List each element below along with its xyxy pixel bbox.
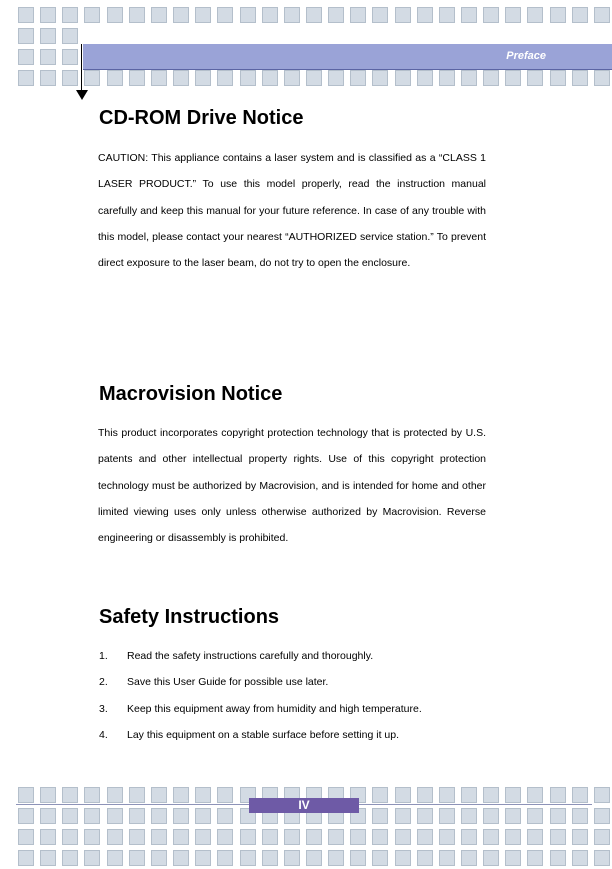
grid-tile <box>417 787 433 803</box>
grid-tile <box>572 7 588 23</box>
grid-tile <box>40 28 56 44</box>
grid-tile <box>550 808 566 824</box>
list-item-number: 1. <box>99 650 108 662</box>
grid-tile <box>129 829 145 845</box>
grid-tile <box>62 787 78 803</box>
grid-tile <box>594 808 610 824</box>
grid-tile <box>262 829 278 845</box>
grid-tile <box>62 70 78 86</box>
grid-tile <box>84 829 100 845</box>
grid-tile <box>151 7 167 23</box>
grid-tile <box>483 829 499 845</box>
grid-tile <box>572 808 588 824</box>
grid-tile <box>195 787 211 803</box>
section-title-macrovision: Macrovision Notice <box>99 383 283 405</box>
grid-tile <box>372 829 388 845</box>
grid-tile <box>284 850 300 866</box>
grid-tile <box>195 808 211 824</box>
grid-tile <box>40 70 56 86</box>
grid-tile <box>505 808 521 824</box>
grid-tile <box>439 829 455 845</box>
grid-tile <box>173 850 189 866</box>
grid-tile <box>550 787 566 803</box>
grid-tile <box>284 829 300 845</box>
grid-tile <box>328 850 344 866</box>
grid-tile <box>439 808 455 824</box>
grid-tile <box>350 7 366 23</box>
grid-tile <box>151 850 167 866</box>
grid-tile <box>107 7 123 23</box>
grid-tile <box>306 7 322 23</box>
grid-tile <box>461 850 477 866</box>
grid-tile <box>505 7 521 23</box>
grid-tile <box>505 787 521 803</box>
grid-tile <box>217 787 233 803</box>
grid-tile <box>417 808 433 824</box>
grid-tile <box>306 829 322 845</box>
grid-tile <box>505 70 521 86</box>
grid-tile <box>151 808 167 824</box>
grid-tile <box>483 850 499 866</box>
grid-tile <box>594 829 610 845</box>
grid-tile <box>505 850 521 866</box>
grid-tile <box>151 787 167 803</box>
grid-tile <box>107 850 123 866</box>
grid-tile <box>372 808 388 824</box>
grid-tile <box>18 829 34 845</box>
grid-tile <box>173 829 189 845</box>
grid-tile <box>107 808 123 824</box>
grid-tile <box>395 829 411 845</box>
list-item-number: 3. <box>99 702 108 715</box>
cdrom-notice-paragraph: CAUTION: This appliance contains a laser system and is classified as a “CLASS 1 LASER PRODUCT.” To use this model properly, read the instruction manual carefully and keep this manual for your future reference. In case of any trouble with this model, please contact your nearest “AUTHORIZED service station.” To prevent direct exposure to the laser beam, do not try to open the enclosure. <box>98 152 486 270</box>
grid-tile <box>62 28 78 44</box>
grid-tile <box>527 787 543 803</box>
grid-tile <box>372 70 388 86</box>
grid-tile <box>395 70 411 86</box>
arrow-line <box>81 44 82 92</box>
grid-tile <box>195 829 211 845</box>
grid-tile <box>439 7 455 23</box>
grid-tile <box>18 787 34 803</box>
grid-tile <box>84 808 100 824</box>
grid-tile <box>350 850 366 866</box>
grid-tile <box>217 70 233 86</box>
list-item-number: 4. <box>99 728 108 741</box>
grid-tile <box>439 70 455 86</box>
arrow-down-icon <box>76 90 88 100</box>
grid-tile <box>461 787 477 803</box>
grid-tile <box>195 850 211 866</box>
grid-tile <box>18 28 34 44</box>
grid-tile <box>129 850 145 866</box>
grid-tile <box>594 7 610 23</box>
grid-tile <box>594 850 610 866</box>
grid-tile <box>527 7 543 23</box>
grid-tile <box>173 808 189 824</box>
grid-tile <box>129 70 145 86</box>
grid-tile <box>395 808 411 824</box>
grid-tile <box>262 850 278 866</box>
grid-tile <box>18 850 34 866</box>
list-item-number: 2. <box>99 676 108 689</box>
grid-tile <box>262 70 278 86</box>
list-item-text: Read the safety instructions carefully and thoroughly. <box>127 650 374 662</box>
grid-tile <box>483 808 499 824</box>
section-banner <box>83 44 612 70</box>
grid-tile <box>240 70 256 86</box>
grid-tile <box>217 808 233 824</box>
grid-tile <box>84 787 100 803</box>
grid-tile <box>62 7 78 23</box>
grid-tile <box>306 850 322 866</box>
grid-tile <box>195 70 211 86</box>
grid-tile <box>18 49 34 65</box>
grid-tile <box>62 49 78 65</box>
grid-tile <box>572 829 588 845</box>
grid-tile <box>550 829 566 845</box>
grid-tile <box>129 7 145 23</box>
grid-tile <box>350 829 366 845</box>
grid-tile <box>328 7 344 23</box>
grid-tile <box>572 850 588 866</box>
grid-tile <box>173 70 189 86</box>
page-number: IV <box>249 798 359 813</box>
grid-tile <box>483 7 499 23</box>
grid-tile <box>18 808 34 824</box>
grid-tile <box>328 70 344 86</box>
grid-tile <box>594 787 610 803</box>
grid-tile <box>151 829 167 845</box>
grid-tile <box>306 70 322 86</box>
grid-tile <box>18 7 34 23</box>
grid-tile <box>240 7 256 23</box>
grid-tile <box>527 808 543 824</box>
macrovision-notice-paragraph: This product incorporates copyright protection technology that is protected by U.S. patents and other intellectual property rights. Use of this copyright protection technology must be authorized by Macrovision, and is intended for home and other limited viewing uses only unless otherwise authorized by Macrovision. Reverse engineering or disassembly is prohibited. <box>98 427 486 545</box>
grid-tile <box>395 7 411 23</box>
grid-tile <box>18 70 34 86</box>
grid-tile <box>40 7 56 23</box>
grid-tile <box>217 829 233 845</box>
list-item-text: Save this User Guide for possible use later. <box>127 676 329 689</box>
grid-tile <box>40 808 56 824</box>
grid-tile <box>62 808 78 824</box>
grid-tile <box>84 70 100 86</box>
grid-tile <box>572 70 588 86</box>
grid-tile <box>195 7 211 23</box>
list-item-text: Lay this equipment on a stable surface before setting it up. <box>127 728 400 741</box>
grid-tile <box>527 70 543 86</box>
grid-tile <box>284 7 300 23</box>
grid-tile <box>40 829 56 845</box>
grid-tile <box>84 850 100 866</box>
grid-tile <box>439 787 455 803</box>
grid-tile <box>594 70 610 86</box>
list-item-text: Keep this equipment away from humidity and high temperature. <box>127 702 422 715</box>
grid-tile <box>62 850 78 866</box>
grid-tile <box>350 70 366 86</box>
grid-tile <box>107 787 123 803</box>
grid-tile <box>417 7 433 23</box>
grid-tile <box>372 7 388 23</box>
grid-tile <box>40 787 56 803</box>
section-title-cdrom: CD-ROM Drive Notice <box>99 107 304 129</box>
grid-tile <box>40 49 56 65</box>
grid-tile <box>129 808 145 824</box>
grid-tile <box>439 850 455 866</box>
grid-tile <box>372 787 388 803</box>
grid-tile <box>483 787 499 803</box>
grid-tile <box>262 7 278 23</box>
grid-tile <box>240 829 256 845</box>
grid-tile <box>217 7 233 23</box>
grid-tile <box>129 787 145 803</box>
grid-tile <box>284 70 300 86</box>
grid-tile <box>550 850 566 866</box>
grid-tile <box>461 70 477 86</box>
grid-tile <box>417 829 433 845</box>
grid-tile <box>550 70 566 86</box>
grid-tile <box>173 787 189 803</box>
grid-tile <box>240 850 256 866</box>
grid-tile <box>483 70 499 86</box>
grid-tile <box>40 850 56 866</box>
grid-tile <box>84 7 100 23</box>
grid-tile <box>372 850 388 866</box>
grid-tile <box>550 7 566 23</box>
grid-tile <box>395 850 411 866</box>
grid-tile <box>62 829 78 845</box>
grid-tile <box>395 787 411 803</box>
grid-tile <box>527 850 543 866</box>
grid-tile <box>527 829 543 845</box>
grid-tile <box>461 808 477 824</box>
section-title-safety: Safety Instructions <box>99 606 280 628</box>
grid-tile <box>461 7 477 23</box>
grid-tile <box>505 829 521 845</box>
grid-tile <box>461 829 477 845</box>
grid-tile <box>151 70 167 86</box>
grid-tile <box>328 829 344 845</box>
grid-tile <box>417 70 433 86</box>
grid-tile <box>217 850 233 866</box>
grid-tile <box>107 70 123 86</box>
grid-tile <box>173 7 189 23</box>
grid-tile <box>417 850 433 866</box>
grid-tile <box>572 787 588 803</box>
section-label: Preface <box>506 50 546 62</box>
grid-tile <box>107 829 123 845</box>
